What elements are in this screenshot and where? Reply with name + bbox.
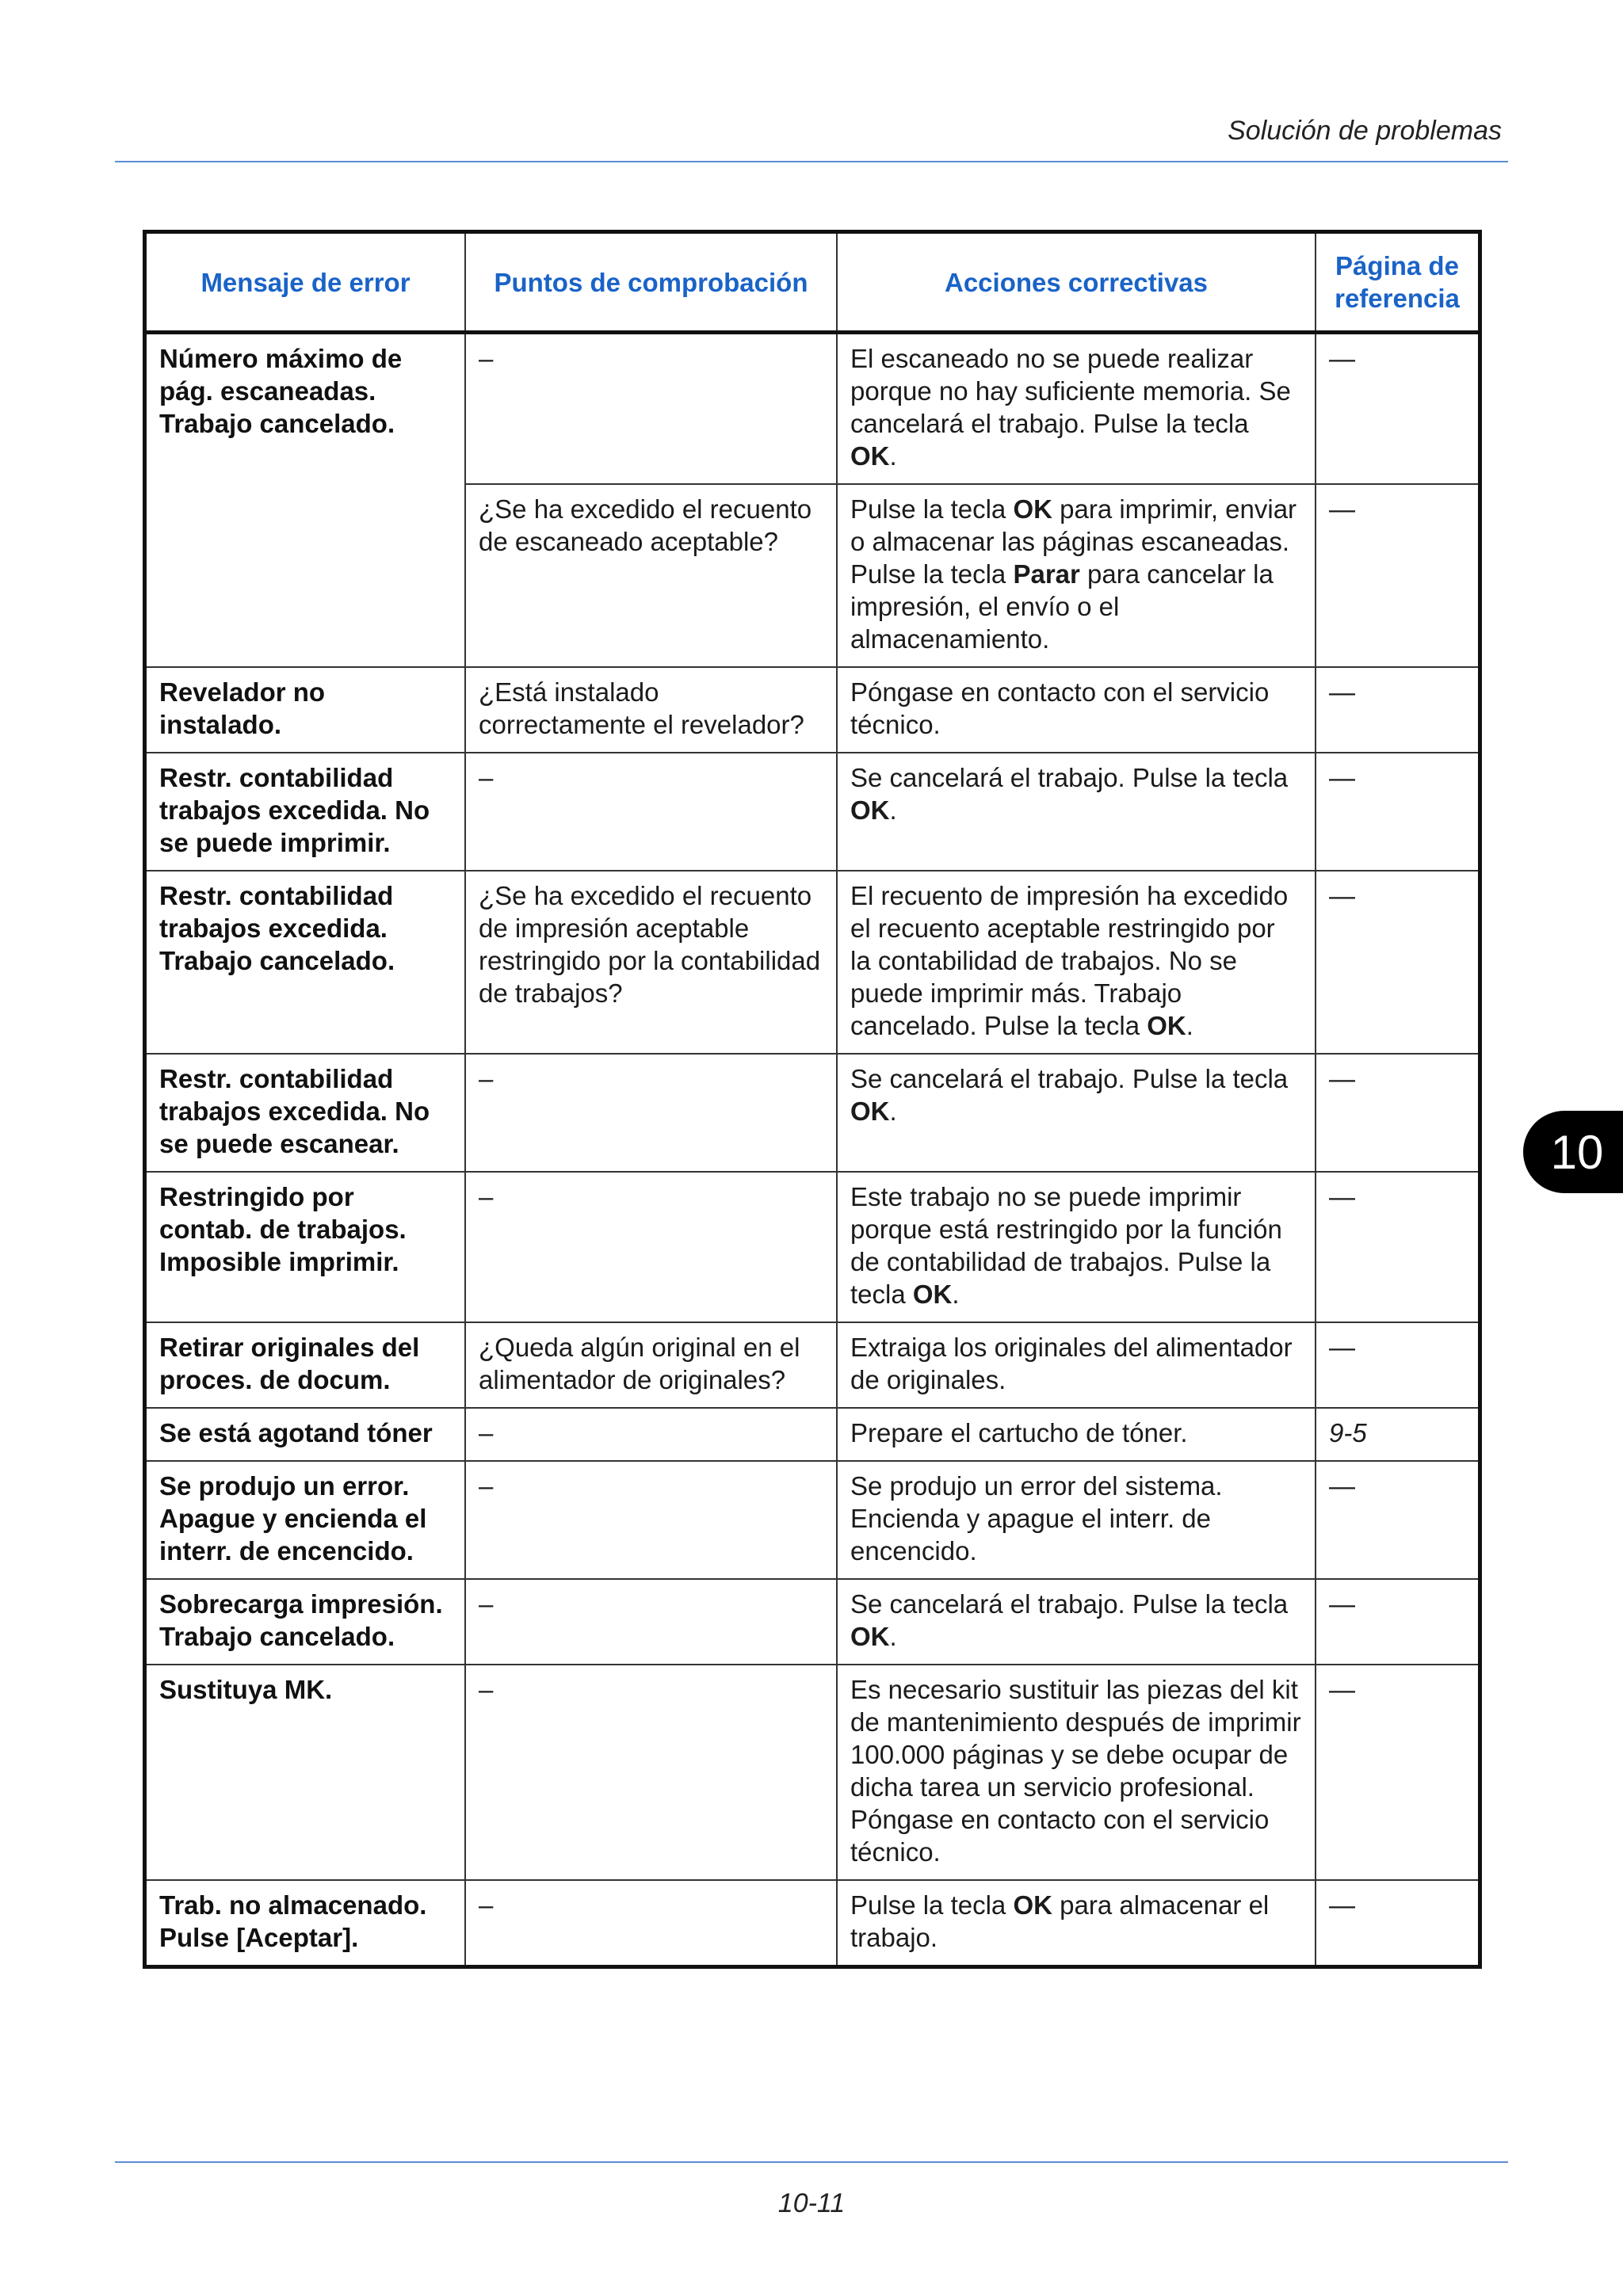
column-header-reference: Página de referencia <box>1316 234 1478 333</box>
check-cell: – <box>465 333 837 485</box>
action-cell: Extraiga los originales del alimentador de originales. <box>837 1322 1316 1408</box>
reference-cell: — <box>1316 667 1478 753</box>
page-number: 10-11 <box>777 2188 846 2218</box>
error-message-cell: Sobrecarga impresión. Trabajo cancelado. <box>147 1579 465 1665</box>
action-cell: Se cancelará el trabajo. Pulse la tecla OK. <box>837 1054 1316 1172</box>
check-cell: – <box>465 1172 837 1322</box>
reference-cell: — <box>1316 1665 1478 1880</box>
check-cell: ¿Se ha excedido el recuento de impresión aceptable restringido por la contabilidad de trabajos? <box>465 871 837 1054</box>
column-header-check: Puntos de comprobación <box>465 234 837 333</box>
table-row <box>147 753 1478 871</box>
check-cell: – <box>465 753 837 871</box>
action-cell: Póngase en contacto con el servicio técnico. <box>837 667 1316 753</box>
running-header-title: Solución de problemas <box>1228 116 1502 146</box>
error-message-cell: Retirar originales del proces. de docum. <box>147 1322 465 1408</box>
action-cell: Este trabajo no se puede imprimir porque está restringido por la función de contabilidad de trabajos. Pulse la tecla OK. <box>837 1172 1316 1322</box>
check-cell: – <box>465 1579 837 1665</box>
error-message-cell: Trab. no almacenado. Pulse [Aceptar]. <box>147 1880 465 1965</box>
action-cell: Pulse la tecla OK para almacenar el trabajo. <box>837 1880 1316 1965</box>
error-message-cell: Revelador no instalado. <box>147 667 465 753</box>
reference-cell: — <box>1316 1172 1478 1322</box>
table-row <box>147 1408 1478 1461</box>
check-cell: – <box>465 1054 837 1172</box>
table-row <box>147 1665 1478 1880</box>
table-header-row <box>147 234 1478 333</box>
check-cell: – <box>465 1461 837 1579</box>
reference-cell: — <box>1316 484 1478 667</box>
check-cell: – <box>465 1665 837 1880</box>
reference-cell: — <box>1316 1461 1478 1579</box>
action-cell: El escaneado no se puede realizar porque no hay suficiente memoria. Se cancelará el trabajo. Pulse la tecla OK. <box>837 333 1316 485</box>
check-cell: – <box>465 1880 837 1965</box>
table-row <box>147 1880 1478 1965</box>
column-header-action: Acciones correctivas <box>837 234 1316 333</box>
reference-cell: — <box>1316 753 1478 871</box>
table-row <box>147 333 1478 485</box>
error-message-cell: Sustituya MK. <box>147 1665 465 1880</box>
table-row <box>147 871 1478 1054</box>
table-row <box>147 1054 1478 1172</box>
table-row <box>147 1172 1478 1322</box>
table-row <box>147 1461 1478 1579</box>
action-cell: Pulse la tecla OK para imprimir, enviar o almacenar las páginas escaneadas. Pulse la tecla Parar para cancelar la impresión, el envío o el almacenamiento. <box>837 484 1316 667</box>
check-cell: ¿Queda algún original en el alimentador de originales? <box>465 1322 837 1408</box>
header-rule <box>115 161 1508 162</box>
error-message-table <box>143 230 1482 1969</box>
error-message-cell: Restr. contabilidad trabajos excedida. No se puede imprimir. <box>147 753 465 871</box>
action-cell: Se cancelará el trabajo. Pulse la tecla OK. <box>837 1579 1316 1665</box>
table-row <box>147 1322 1478 1408</box>
error-message-cell: Se produjo un error. Apague y encienda el interr. de encencido. <box>147 1461 465 1579</box>
reference-cell: — <box>1316 1322 1478 1408</box>
reference-cell: 9-5 <box>1316 1408 1478 1461</box>
action-cell: Se produjo un error del sistema. Encienda y apague el interr. de encencido. <box>837 1461 1316 1579</box>
action-cell: El recuento de impresión ha excedido el recuento aceptable restringido por la contabilidad de trabajos. No se puede imprimir más. Trabajo cancelado. Pulse la tecla OK. <box>837 871 1316 1054</box>
reference-cell: — <box>1316 871 1478 1054</box>
column-header-message: Mensaje de error <box>147 234 465 333</box>
table-row <box>147 1579 1478 1665</box>
footer-rule <box>115 2161 1508 2163</box>
check-cell: ¿Se ha excedido el recuento de escaneado aceptable? <box>465 484 837 667</box>
check-cell: – <box>465 1408 837 1461</box>
error-message-cell: Restr. contabilidad trabajos excedida. No se puede escanear. <box>147 1054 465 1172</box>
error-message-cell: Restringido por contab. de trabajos. Imposible imprimir. <box>147 1172 465 1322</box>
reference-cell: — <box>1316 1579 1478 1665</box>
reference-cell: — <box>1316 1054 1478 1172</box>
check-cell: ¿Está instalado correctamente el revelador? <box>465 667 837 753</box>
action-cell: Es necesario sustituir las piezas del kit de mantenimiento después de imprimir 100.000 páginas y se debe ocupar de dicha tarea un servicio profesional. Póngase en contacto con el servicio técnico. <box>837 1665 1316 1880</box>
chapter-tab: 10 <box>1523 1111 1623 1193</box>
error-message-cell: Restr. contabilidad trabajos excedida. Trabajo cancelado. <box>147 871 465 1054</box>
action-cell: Se cancelará el trabajo. Pulse la tecla OK. <box>837 753 1316 871</box>
table-row <box>147 667 1478 753</box>
error-message-cell: Se está agotand tóner <box>147 1408 465 1461</box>
reference-cell: — <box>1316 333 1478 485</box>
action-cell: Prepare el cartucho de tóner. <box>837 1408 1316 1461</box>
error-message-cell: Número máximo de pág. escaneadas. Trabajo cancelado. <box>147 333 465 668</box>
reference-cell: — <box>1329 1890 1355 1920</box>
